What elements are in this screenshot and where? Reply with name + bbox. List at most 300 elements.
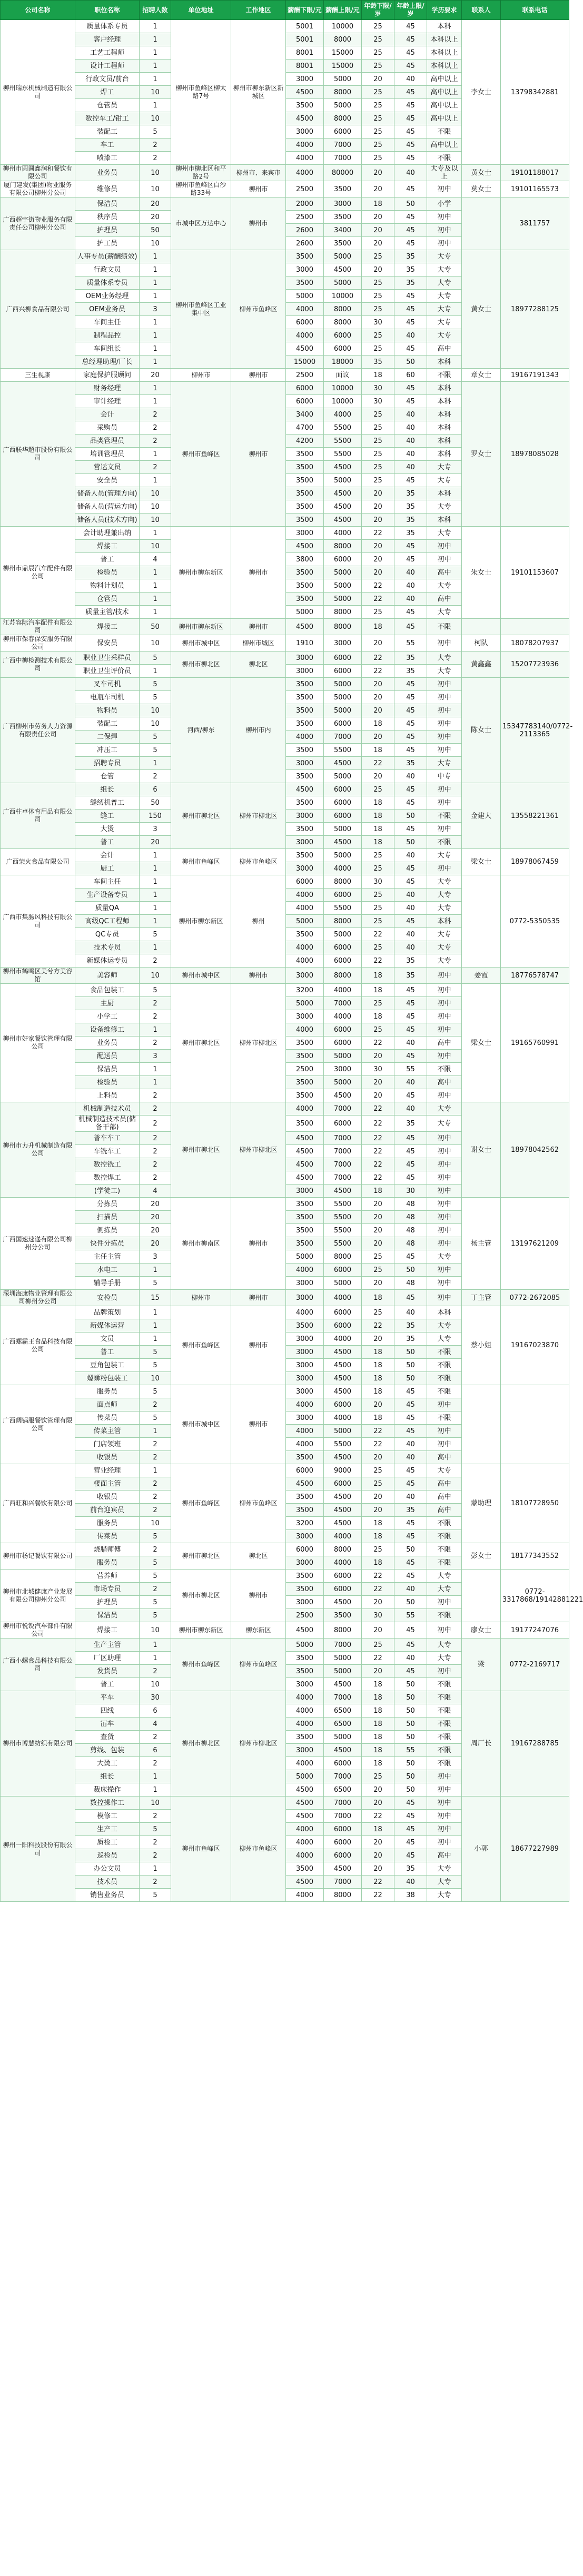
age-max: 35: [394, 1504, 427, 1517]
contact-phone: 18978085028: [501, 382, 569, 527]
education: 本科: [427, 421, 462, 435]
position-name: 品牌策划: [75, 1306, 140, 1319]
work-area: 柳东新区: [231, 1622, 286, 1639]
headcount: 2: [140, 1731, 171, 1744]
salary-min: 3200: [286, 984, 324, 997]
salary-min: 4000: [286, 165, 324, 181]
work-area: 柳州市: [231, 619, 286, 635]
education: 不限: [427, 152, 462, 165]
salary-max: 4500: [324, 1185, 362, 1198]
headcount: 2: [140, 1477, 171, 1491]
salary-max: 5000: [324, 579, 362, 593]
position-name: 物料员: [75, 704, 140, 717]
education: 本科: [427, 395, 462, 408]
position-name: 二保焊: [75, 731, 140, 744]
company-name: 柳州市北城健康产业发展有限公司柳州分公司: [1, 1570, 75, 1622]
headcount: 3: [140, 1250, 171, 1264]
work-area: 柳州市柳北区: [231, 984, 286, 1102]
salary-max: 6000: [324, 1116, 362, 1132]
table-row: [1, 652, 569, 665]
salary-max: 8000: [324, 1622, 362, 1639]
position-name: 小学工: [75, 1010, 140, 1023]
age-max: 45: [394, 875, 427, 889]
headcount: 10: [140, 635, 171, 652]
salary-min: 4200: [286, 435, 324, 448]
age-max: 40: [394, 889, 427, 902]
company-name: 广西螺霸王食品科技有限公司: [1, 1306, 75, 1385]
salary-max: 5000: [324, 704, 362, 717]
headcount: 50: [140, 224, 171, 237]
headcount: 2: [140, 152, 171, 165]
contact-person: 蒙助理: [462, 1464, 501, 1543]
salary-min: 4500: [286, 1158, 324, 1171]
salary-min: 3500: [286, 1570, 324, 1583]
position-name: 楼面主管: [75, 1477, 140, 1491]
headcount: 2: [140, 1876, 171, 1889]
age-min: 18: [362, 823, 394, 836]
age-min: 20: [362, 1504, 394, 1517]
age-min: 18: [362, 1691, 394, 1704]
age-min: 20: [362, 704, 394, 717]
headcount: 5: [140, 1889, 171, 1902]
age-max: 48: [394, 1277, 427, 1290]
company-name: 柳州市鼎辰汽车配件有限公司: [1, 527, 75, 619]
salary-max: 9000: [324, 1464, 362, 1477]
education: 不限: [427, 1517, 462, 1530]
age-max: 45: [394, 1010, 427, 1023]
headcount: 1: [140, 527, 171, 540]
position-name: 业务员: [75, 165, 140, 181]
education: 初中: [427, 1211, 462, 1224]
education: 初中: [427, 1089, 462, 1102]
age-max: 35: [394, 757, 427, 770]
position-name: OEM业务经理: [75, 290, 140, 303]
position-name: 装配工: [75, 125, 140, 139]
headcount: 1: [140, 579, 171, 593]
education: 初中: [427, 1290, 462, 1306]
headcount: 2: [140, 1158, 171, 1171]
age-min: 18: [362, 1010, 394, 1023]
contact-person: [462, 1385, 501, 1464]
contact-person: [462, 198, 501, 250]
contact-person: 梁: [462, 1639, 501, 1691]
age-min: 25: [362, 277, 394, 290]
salary-min: 4500: [286, 619, 324, 635]
salary-min: 4000: [286, 303, 324, 316]
age-max: 40: [394, 770, 427, 783]
salary-max: 4000: [324, 1530, 362, 1543]
position-name: 培训管理员: [75, 448, 140, 461]
education: 不限: [427, 1704, 462, 1718]
age-max: 55: [394, 1744, 427, 1757]
contact-phone: 18776578747: [501, 968, 569, 984]
age-max: 40: [394, 902, 427, 915]
age-min: 20: [362, 540, 394, 553]
contact-phone: 0772-2169717: [501, 1639, 569, 1691]
salary-min: 2500: [286, 1609, 324, 1622]
age-max: 45: [394, 474, 427, 487]
education: 初中: [427, 678, 462, 691]
position-name: 营养师: [75, 1570, 140, 1583]
salary-min: 4000: [286, 731, 324, 744]
headcount: 10: [140, 487, 171, 500]
headcount: 20: [140, 1198, 171, 1211]
education: 本科: [427, 382, 462, 395]
education: 大专: [427, 665, 462, 678]
table-row: [1, 968, 569, 984]
table-row: [1, 1464, 569, 1477]
education: 大专: [427, 263, 462, 277]
age-min: 22: [362, 1037, 394, 1050]
age-min: 18: [362, 796, 394, 810]
headcount: 20: [140, 1237, 171, 1250]
age-max: 50: [394, 1731, 427, 1744]
position-name: 保洁员: [75, 198, 140, 211]
position-name: 查货: [75, 1731, 140, 1744]
salary-min: 4000: [286, 1264, 324, 1277]
position-name: 车间主任: [75, 875, 140, 889]
work-area: 柳州市鱼峰区: [231, 1464, 286, 1543]
headcount: 2: [140, 421, 171, 435]
position-name: 焊工: [75, 86, 140, 99]
salary-max: 4000: [324, 1556, 362, 1570]
salary-min: 4500: [286, 342, 324, 356]
salary-min: 3500: [286, 1504, 324, 1517]
company-address: 柳州市城中区: [171, 1385, 231, 1464]
age-min: 20: [362, 1665, 394, 1678]
position-name: 收银员: [75, 1491, 140, 1504]
headcount: 2: [140, 1037, 171, 1050]
headcount: 1: [140, 46, 171, 60]
position-name: 喷漆工: [75, 152, 140, 165]
education: 初中: [427, 1198, 462, 1211]
age-min: 18: [362, 810, 394, 823]
salary-min: 3500: [286, 448, 324, 461]
work-area: 柳州市: [231, 1385, 286, 1464]
age-min: 20: [362, 1237, 394, 1250]
salary-max: 6000: [324, 1264, 362, 1277]
age-min: 25: [362, 941, 394, 954]
position-name: 机械制造技术员: [75, 1102, 140, 1116]
education: 不限: [427, 619, 462, 635]
age-min: 20: [362, 1596, 394, 1609]
headcount: 1: [140, 20, 171, 33]
salary-max: 6000: [324, 1836, 362, 1849]
salary-min: 3500: [286, 1198, 324, 1211]
age-min: 25: [362, 33, 394, 46]
position-name: 发货员: [75, 1665, 140, 1678]
position-name: 侧拣员: [75, 1224, 140, 1237]
position-name: 业务员: [75, 1037, 140, 1050]
salary-max: 5000: [324, 770, 362, 783]
age-max: 40: [394, 1491, 427, 1504]
position-name: 机械制造技术员(储备干部): [75, 1116, 140, 1132]
salary-min: 3500: [286, 691, 324, 704]
education: 大专: [427, 527, 462, 540]
position-name: 数控铣工: [75, 1158, 140, 1171]
education: 初中: [427, 1836, 462, 1849]
position-name: 缝工: [75, 810, 140, 823]
position-name: 数控焊工: [75, 1171, 140, 1185]
age-max: 45: [394, 20, 427, 33]
education: 初中: [427, 984, 462, 997]
age-max: 60: [394, 369, 427, 382]
salary-min: 3200: [286, 1517, 324, 1530]
headcount: 20: [140, 836, 171, 849]
headcount: 2: [140, 1398, 171, 1412]
salary-max: 5000: [324, 1425, 362, 1438]
salary-min: 3500: [286, 1089, 324, 1102]
education: 高中: [427, 1849, 462, 1862]
age-min: 20: [362, 1076, 394, 1089]
contact-phone: [501, 619, 569, 635]
headcount: 50: [140, 619, 171, 635]
age-max: 40: [394, 1076, 427, 1089]
position-name: 检验员: [75, 566, 140, 579]
position-name: 装配工: [75, 717, 140, 731]
salary-min: 4500: [286, 1477, 324, 1491]
salary-max: 5000: [324, 1652, 362, 1665]
education: 大专: [427, 1319, 462, 1333]
headcount: 1: [140, 474, 171, 487]
position-name: 传菜员: [75, 1530, 140, 1543]
age-max: 45: [394, 1810, 427, 1823]
education: 本科: [427, 20, 462, 33]
age-min: 20: [362, 1783, 394, 1797]
headcount: 1: [140, 566, 171, 579]
education: 小学: [427, 198, 462, 211]
age-max: 50: [394, 1718, 427, 1731]
position-name: 四线: [75, 1704, 140, 1718]
headcount: 1: [140, 1306, 171, 1319]
contact-phone: 18177343552: [501, 1543, 569, 1570]
position-name: 营运文员: [75, 461, 140, 474]
education: 不限: [427, 810, 462, 823]
position-name: 电瓶车司机: [75, 691, 140, 704]
position-name: 扫描员: [75, 1211, 140, 1224]
age-max: 40: [394, 566, 427, 579]
education: 高中: [427, 1451, 462, 1464]
age-min: 20: [362, 1089, 394, 1102]
age-max: 45: [394, 553, 427, 566]
position-name: 设备维修工: [75, 1023, 140, 1037]
position-name: 销售业务员: [75, 1889, 140, 1902]
education: 不限: [427, 1609, 462, 1622]
salary-max: 8000: [324, 915, 362, 928]
headcount: 5: [140, 984, 171, 997]
age-max: 50: [394, 1596, 427, 1609]
age-min: 18: [362, 1744, 394, 1757]
age-min: 18: [362, 1704, 394, 1718]
age-min: 18: [362, 1530, 394, 1543]
contact-phone: 3811757: [501, 198, 569, 250]
age-min: 18: [362, 1359, 394, 1372]
education: 本科: [427, 448, 462, 461]
age-min: 20: [362, 1622, 394, 1639]
age-min: 20: [362, 553, 394, 566]
salary-min: 3000: [286, 665, 324, 678]
work-area: 柳州市: [231, 1198, 286, 1290]
age-max: 45: [394, 997, 427, 1010]
salary-max: 3400: [324, 224, 362, 237]
headcount: 1: [140, 875, 171, 889]
company-name: 广西阔锅服餐饮管理有限公司: [1, 1385, 75, 1464]
salary-max: 4500: [324, 500, 362, 514]
headcount: 10: [140, 1517, 171, 1530]
age-min: 25: [362, 1464, 394, 1477]
contact-phone: 13798342881: [501, 20, 569, 165]
contact-phone: 18978042562: [501, 1102, 569, 1198]
age-min: 30: [362, 875, 394, 889]
position-name: 普工: [75, 553, 140, 566]
position-name: 服务员: [75, 1556, 140, 1570]
position-name: 储备人员(营运方向): [75, 500, 140, 514]
company-address: 柳州市鱼峰区: [171, 849, 231, 875]
salary-max: 6000: [324, 717, 362, 731]
contact-person: 罗女士: [462, 382, 501, 527]
position-name: 豆角包装工: [75, 1359, 140, 1372]
salary-max: 5500: [324, 1438, 362, 1451]
headcount: 1: [140, 1639, 171, 1652]
age-max: 50: [394, 1359, 427, 1372]
age-min: 20: [362, 1862, 394, 1876]
salary-min: 5000: [286, 1770, 324, 1783]
contact-phone: 18107728950: [501, 1464, 569, 1543]
education: 不限: [427, 836, 462, 849]
salary-max: 6500: [324, 1783, 362, 1797]
education: 初中: [427, 1622, 462, 1639]
company-name: 柳州市博慧纺织有限公司: [1, 1691, 75, 1797]
headcount: 2: [140, 1010, 171, 1023]
age-max: 50: [394, 1543, 427, 1556]
company-address: 河西/柳东: [171, 678, 231, 783]
salary-max: 5500: [324, 1211, 362, 1224]
education: 高中以上: [427, 99, 462, 112]
education: 初中: [427, 1264, 462, 1277]
education: 本科: [427, 1306, 462, 1319]
age-min: 30: [362, 382, 394, 395]
age-max: 45: [394, 181, 427, 198]
salary-min: 3500: [286, 928, 324, 941]
age-min: 18: [362, 1718, 394, 1731]
position-name: 会计: [75, 408, 140, 421]
education: 大专: [427, 1862, 462, 1876]
salary-max: 7000: [324, 139, 362, 152]
position-name: 大烫工: [75, 1757, 140, 1770]
education: 不限: [427, 1731, 462, 1744]
headcount: 5: [140, 125, 171, 139]
headcount: 1: [140, 356, 171, 369]
education: 初中: [427, 1145, 462, 1158]
age-min: 20: [362, 770, 394, 783]
headcount: 5: [140, 1359, 171, 1372]
age-max: 45: [394, 1797, 427, 1810]
salary-max: 7000: [324, 1102, 362, 1116]
age-min: 25: [362, 1543, 394, 1556]
age-max: 48: [394, 1224, 427, 1237]
headcount: 1: [140, 1862, 171, 1876]
headcount: 1: [140, 862, 171, 875]
company-address: 柳州市鱼峰区白沙路33号: [171, 181, 231, 198]
salary-min: 3000: [286, 1346, 324, 1359]
education: 不限: [427, 369, 462, 382]
education: 大专: [427, 1652, 462, 1665]
headcount: 1: [140, 316, 171, 329]
headcount: 10: [140, 704, 171, 717]
salary-min: 5000: [286, 997, 324, 1010]
age-min: 25: [362, 435, 394, 448]
age-min: 20: [362, 514, 394, 527]
salary-min: 4000: [286, 1889, 324, 1902]
age-max: 45: [394, 678, 427, 691]
age-min: 25: [362, 862, 394, 875]
salary-max: 6000: [324, 796, 362, 810]
education: 本科: [427, 514, 462, 527]
company-address: 柳州市城中区: [171, 968, 231, 984]
age-min: 30: [362, 316, 394, 329]
position-name: 缝纫机普工: [75, 796, 140, 810]
headcount: 1: [140, 277, 171, 290]
education: 大专: [427, 1639, 462, 1652]
headcount: 1: [140, 263, 171, 277]
education: 不限: [427, 1678, 462, 1691]
age-min: 20: [362, 1836, 394, 1849]
age-max: 35: [394, 665, 427, 678]
age-min: 20: [362, 165, 394, 181]
age-max: 45: [394, 1171, 427, 1185]
education: 初中: [427, 1425, 462, 1438]
position-name: 总经理助理/厂长: [75, 356, 140, 369]
salary-min: 3500: [286, 1862, 324, 1876]
age-min: 20: [362, 635, 394, 652]
education: 本科: [427, 408, 462, 421]
table-row: [1, 1691, 569, 1704]
age-min: 18: [362, 1678, 394, 1691]
position-name: 分拣员: [75, 1198, 140, 1211]
salary-min: 4500: [286, 1171, 324, 1185]
age-min: 20: [362, 263, 394, 277]
position-name: 审计经理: [75, 395, 140, 408]
salary-min: 4000: [286, 889, 324, 902]
salary-min: 3000: [286, 652, 324, 665]
age-min: 20: [362, 211, 394, 224]
age-max: 40: [394, 435, 427, 448]
position-name: 护工员: [75, 237, 140, 250]
position-name: 焊接工: [75, 619, 140, 635]
age-max: 50: [394, 1346, 427, 1359]
age-max: 45: [394, 1639, 427, 1652]
education: 大专: [427, 875, 462, 889]
age-max: 45: [394, 704, 427, 717]
salary-max: 4500: [324, 1862, 362, 1876]
work-area: 柳北区: [231, 652, 286, 678]
company-name: 广西小螺食品科技有限公司: [1, 1639, 75, 1691]
salary-max: 5000: [324, 928, 362, 941]
education: 不限: [427, 1530, 462, 1543]
position-name: 普工: [75, 836, 140, 849]
salary-max: 6000: [324, 1398, 362, 1412]
headcount: 10: [140, 1372, 171, 1385]
position-name: 主任主管: [75, 1250, 140, 1264]
headcount: 2: [140, 139, 171, 152]
company-name: 深圳海康物业管理有限公司柳州分公司: [1, 1290, 75, 1306]
salary-min: 4000: [286, 1823, 324, 1836]
contact-phone: 18978067459: [501, 849, 569, 875]
age-min: 20: [362, 1398, 394, 1412]
salary-min: 3500: [286, 1211, 324, 1224]
salary-max: 7000: [324, 1810, 362, 1823]
education: 不限: [427, 1063, 462, 1076]
